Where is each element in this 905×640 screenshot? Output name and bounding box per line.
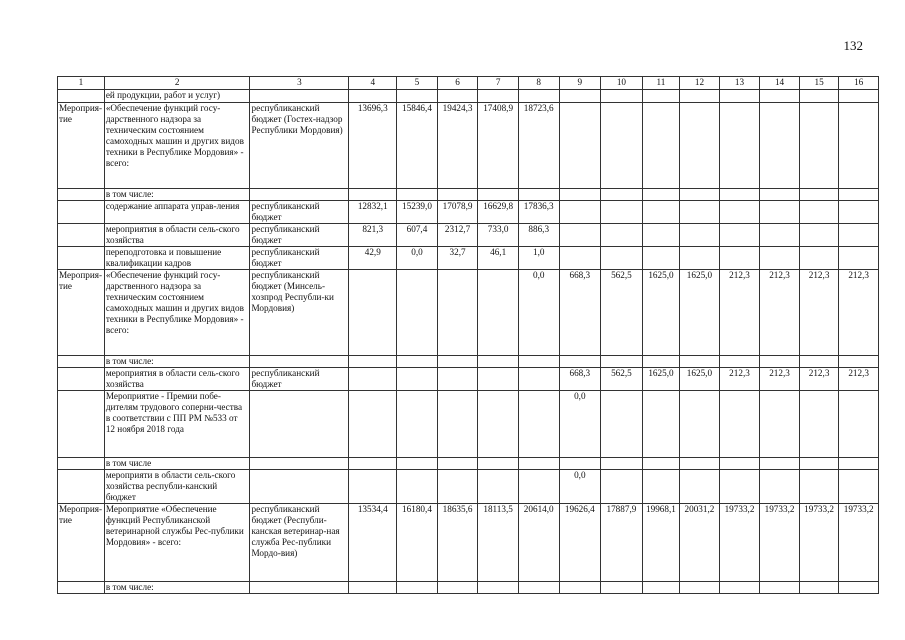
value-cell — [397, 368, 438, 391]
value-cell — [760, 356, 800, 368]
row-name-cell: Мероприятие - Премии побе-дителям трудового соперни-чества в соответствии с ПП РМ №533 от 12 ноября 2018 года — [104, 391, 250, 458]
value-cell — [518, 458, 559, 470]
page-number: 132 — [843, 38, 863, 53]
row-source-cell — [250, 356, 349, 368]
value-cell: 16180,4 — [397, 504, 438, 582]
value-cell — [397, 458, 438, 470]
value-cell — [478, 582, 519, 594]
value-cell: 0,0 — [559, 470, 601, 504]
value-cell: 0,0 — [397, 247, 438, 270]
value-cell — [349, 368, 397, 391]
table-row — [58, 470, 879, 504]
value-cell — [559, 201, 601, 224]
value-cell — [760, 224, 800, 247]
value-cell — [349, 270, 397, 356]
value-cell: 13534,4 — [349, 504, 397, 582]
value-cell — [839, 582, 879, 594]
table-row — [58, 391, 879, 458]
value-cell: 42,9 — [349, 247, 397, 270]
value-cell: 212,3 — [760, 368, 800, 391]
value-cell — [559, 189, 601, 201]
value-cell — [680, 247, 720, 270]
row-name-cell: в том числе: — [104, 582, 250, 594]
row-source-cell — [250, 458, 349, 470]
value-cell — [601, 103, 643, 189]
value-cell: 886,3 — [518, 224, 559, 247]
value-cell — [478, 391, 519, 458]
table-row — [58, 224, 879, 247]
value-cell: 733,0 — [478, 224, 519, 247]
value-cell — [437, 470, 478, 504]
value-cell — [680, 582, 720, 594]
value-cell — [437, 582, 478, 594]
col-header: 16 — [839, 77, 879, 90]
row-type-cell — [58, 458, 105, 470]
value-cell — [760, 470, 800, 504]
row-name-cell: мероприятия в области сель-ского хозяйства — [104, 368, 250, 391]
value-cell — [397, 391, 438, 458]
value-cell: 18635,6 — [437, 504, 478, 582]
value-cell: 212,3 — [839, 368, 879, 391]
row-source-cell: республиканский бюджет — [250, 201, 349, 224]
value-cell: 32,7 — [437, 247, 478, 270]
col-header: 11 — [642, 77, 679, 90]
value-cell — [437, 368, 478, 391]
row-name-cell: в том числе: — [104, 356, 250, 368]
value-cell — [478, 458, 519, 470]
value-cell — [799, 470, 839, 504]
value-cell: 212,3 — [719, 270, 760, 356]
value-cell — [349, 582, 397, 594]
value-cell — [680, 201, 720, 224]
col-header: 10 — [601, 77, 643, 90]
table-row — [58, 103, 879, 189]
value-cell — [839, 356, 879, 368]
row-source-cell: республиканский бюджет — [250, 247, 349, 270]
value-cell: 1625,0 — [680, 270, 720, 356]
value-cell — [760, 189, 800, 201]
value-cell: 668,3 — [559, 368, 601, 391]
value-cell — [642, 582, 679, 594]
value-cell — [642, 391, 679, 458]
row-name-cell: мероприяти в области сель-ского хозяйства республи-канский бюджет — [104, 470, 250, 504]
value-cell — [719, 458, 760, 470]
value-cell: 16629,8 — [478, 201, 519, 224]
value-cell — [518, 189, 559, 201]
value-cell: 607,4 — [397, 224, 438, 247]
value-cell — [760, 201, 800, 224]
value-cell — [397, 356, 438, 368]
col-header: 12 — [680, 77, 720, 90]
value-cell: 1,0 — [518, 247, 559, 270]
row-source-cell: республиканский бюджет — [250, 224, 349, 247]
value-cell — [680, 189, 720, 201]
value-cell — [839, 247, 879, 270]
continuation-text: ей продукции, работ и услуг) — [104, 90, 250, 103]
value-cell: 0,0 — [559, 391, 601, 458]
row-source-cell: республиканский бюджет (Республи-канская ветеринар-ная служба Рес-публики Мордо-вия) — [250, 504, 349, 582]
value-cell — [349, 391, 397, 458]
value-cell — [601, 224, 643, 247]
table-row — [58, 458, 879, 470]
value-cell — [601, 391, 643, 458]
value-cell — [478, 189, 519, 201]
value-cell — [799, 356, 839, 368]
value-cell: 821,3 — [349, 224, 397, 247]
row-source-cell: республиканский бюджет (Минсель-хозпрод Республи-ки Мордовия) — [250, 270, 349, 356]
value-cell — [349, 470, 397, 504]
value-cell — [601, 470, 643, 504]
table-row — [58, 201, 879, 224]
col-header: 5 — [397, 77, 438, 90]
row-type-cell — [58, 189, 105, 201]
value-cell: 20614,0 — [518, 504, 559, 582]
value-cell — [839, 189, 879, 201]
value-cell — [760, 247, 800, 270]
value-cell: 212,3 — [799, 368, 839, 391]
value-cell — [601, 247, 643, 270]
value-cell — [680, 470, 720, 504]
value-cell — [397, 582, 438, 594]
row-name-cell: мероприятия в области сель-ского хозяйства — [104, 224, 250, 247]
value-cell — [559, 247, 601, 270]
value-cell — [518, 356, 559, 368]
row-name-cell: в том числе — [104, 458, 250, 470]
continuation-row — [58, 90, 879, 103]
col-header: 3 — [250, 77, 349, 90]
value-cell — [518, 582, 559, 594]
value-cell: 19626,4 — [559, 504, 601, 582]
value-cell — [799, 582, 839, 594]
value-cell — [559, 224, 601, 247]
value-cell — [719, 189, 760, 201]
value-cell — [760, 391, 800, 458]
row-type-cell — [58, 356, 105, 368]
value-cell — [601, 201, 643, 224]
value-cell — [719, 224, 760, 247]
col-header: 13 — [719, 77, 760, 90]
value-cell: 562,5 — [601, 270, 643, 356]
table-row — [58, 504, 879, 582]
value-cell — [518, 368, 559, 391]
row-source-cell — [250, 582, 349, 594]
value-cell — [680, 458, 720, 470]
value-cell — [437, 458, 478, 470]
value-cell — [478, 270, 519, 356]
value-cell — [642, 201, 679, 224]
value-cell: 19733,2 — [760, 504, 800, 582]
col-header: 2 — [104, 77, 250, 90]
col-header: 7 — [478, 77, 519, 90]
table-row — [58, 356, 879, 368]
value-cell: 18723,6 — [518, 103, 559, 189]
value-cell — [642, 356, 679, 368]
value-cell — [642, 458, 679, 470]
value-cell — [760, 582, 800, 594]
row-name-cell: в том числе: — [104, 189, 250, 201]
value-cell — [680, 391, 720, 458]
value-cell: 19733,2 — [839, 504, 879, 582]
value-cell: 19968,1 — [642, 504, 679, 582]
value-cell: 212,3 — [799, 270, 839, 356]
value-cell: 0,0 — [518, 270, 559, 356]
table-row — [58, 189, 879, 201]
value-cell — [601, 356, 643, 368]
value-cell — [559, 356, 601, 368]
value-cell — [719, 247, 760, 270]
value-cell: 668,3 — [559, 270, 601, 356]
row-type-cell: Мероприя-тие — [58, 270, 105, 356]
value-cell — [349, 458, 397, 470]
value-cell — [478, 368, 519, 391]
value-cell — [839, 224, 879, 247]
value-cell: 46,1 — [478, 247, 519, 270]
value-cell — [680, 224, 720, 247]
row-source-cell: республиканский бюджет (Гостех-надзор Республики Мордовия) — [250, 103, 349, 189]
row-type-cell — [58, 224, 105, 247]
col-header: 15 — [799, 77, 839, 90]
value-cell — [518, 470, 559, 504]
value-cell — [799, 224, 839, 247]
value-cell: 15239,0 — [397, 201, 438, 224]
row-type-cell — [58, 470, 105, 504]
row-type-cell — [58, 247, 105, 270]
value-cell — [437, 270, 478, 356]
row-name-cell: «Обеспечение функций госу-дарственного надзора за техническим состоянием самоходных машин и других видов техники в Республике Мордовия» - всего: — [104, 103, 250, 189]
row-source-cell — [250, 391, 349, 458]
value-cell — [478, 470, 519, 504]
row-source-cell: республиканский бюджет — [250, 368, 349, 391]
value-cell: 19733,2 — [719, 504, 760, 582]
row-type-cell: Мероприя-тие — [58, 504, 105, 582]
value-cell — [719, 470, 760, 504]
value-cell — [839, 201, 879, 224]
table-row — [58, 368, 879, 391]
value-cell: 19733,2 — [799, 504, 839, 582]
value-cell — [478, 356, 519, 368]
value-cell — [799, 103, 839, 189]
row-name-cell: Мероприятие «Обеспечение функций Республиканской ветеринарной службы Рес-публики Мордовия» - всего: — [104, 504, 250, 582]
value-cell — [349, 189, 397, 201]
value-cell: 17836,3 — [518, 201, 559, 224]
value-cell — [760, 103, 800, 189]
value-cell: 12832,1 — [349, 201, 397, 224]
value-cell — [437, 189, 478, 201]
col-header: 1 — [58, 77, 105, 90]
value-cell: 18113,5 — [478, 504, 519, 582]
value-cell: 19424,3 — [437, 103, 478, 189]
value-cell — [642, 247, 679, 270]
value-cell: 1625,0 — [680, 368, 720, 391]
value-cell: 1625,0 — [642, 270, 679, 356]
value-cell — [680, 356, 720, 368]
budget-table — [57, 76, 879, 594]
value-cell: 2312,7 — [437, 224, 478, 247]
value-cell — [799, 189, 839, 201]
value-cell: 13696,3 — [349, 103, 397, 189]
value-cell: 212,3 — [760, 270, 800, 356]
value-cell — [642, 189, 679, 201]
col-header: 8 — [518, 77, 559, 90]
row-type-cell — [58, 391, 105, 458]
value-cell — [518, 391, 559, 458]
value-cell: 15846,4 — [397, 103, 438, 189]
row-name-cell: содержание аппарата управ-ления — [104, 201, 250, 224]
value-cell — [719, 356, 760, 368]
value-cell — [799, 391, 839, 458]
row-name-cell: переподготовка и повышение квалификации кадров — [104, 247, 250, 270]
col-header: 6 — [437, 77, 478, 90]
value-cell — [680, 103, 720, 189]
table-row — [58, 270, 879, 356]
value-cell — [719, 391, 760, 458]
value-cell — [642, 470, 679, 504]
value-cell — [559, 582, 601, 594]
value-cell — [719, 582, 760, 594]
value-cell — [839, 391, 879, 458]
value-cell — [839, 103, 879, 189]
row-type-cell — [58, 201, 105, 224]
value-cell — [397, 270, 438, 356]
value-cell — [601, 582, 643, 594]
value-cell — [719, 103, 760, 189]
table-row — [58, 247, 879, 270]
value-cell — [799, 201, 839, 224]
value-cell: 17887,9 — [601, 504, 643, 582]
value-cell — [839, 458, 879, 470]
row-name-cell: «Обеспечение функций госу-дарственного надзора за техническим состоянием самоходных машин и других видов техники в Республике Мордовия» - всего: — [104, 270, 250, 356]
value-cell: 17408,9 — [478, 103, 519, 189]
value-cell: 1625,0 — [642, 368, 679, 391]
col-header: 9 — [559, 77, 601, 90]
value-cell — [601, 189, 643, 201]
value-cell — [349, 356, 397, 368]
value-cell — [397, 470, 438, 504]
value-cell: 17078,9 — [437, 201, 478, 224]
row-source-cell — [250, 470, 349, 504]
table-row — [58, 582, 879, 594]
row-type-cell — [58, 582, 105, 594]
value-cell: 562,5 — [601, 368, 643, 391]
header-row — [58, 77, 879, 90]
value-cell: 212,3 — [719, 368, 760, 391]
value-cell — [642, 103, 679, 189]
row-type-cell — [58, 368, 105, 391]
value-cell — [437, 391, 478, 458]
value-cell — [397, 189, 438, 201]
row-type-cell: Мероприя-тие — [58, 103, 105, 189]
value-cell: 212,3 — [839, 270, 879, 356]
value-cell — [559, 458, 601, 470]
value-cell — [559, 103, 601, 189]
value-cell — [601, 458, 643, 470]
col-header: 4 — [349, 77, 397, 90]
value-cell: 20031,2 — [680, 504, 720, 582]
value-cell — [642, 224, 679, 247]
row-source-cell — [250, 189, 349, 201]
value-cell — [799, 458, 839, 470]
value-cell — [719, 201, 760, 224]
value-cell — [799, 247, 839, 270]
value-cell — [839, 470, 879, 504]
value-cell — [760, 458, 800, 470]
col-header: 14 — [760, 77, 800, 90]
value-cell — [437, 356, 478, 368]
